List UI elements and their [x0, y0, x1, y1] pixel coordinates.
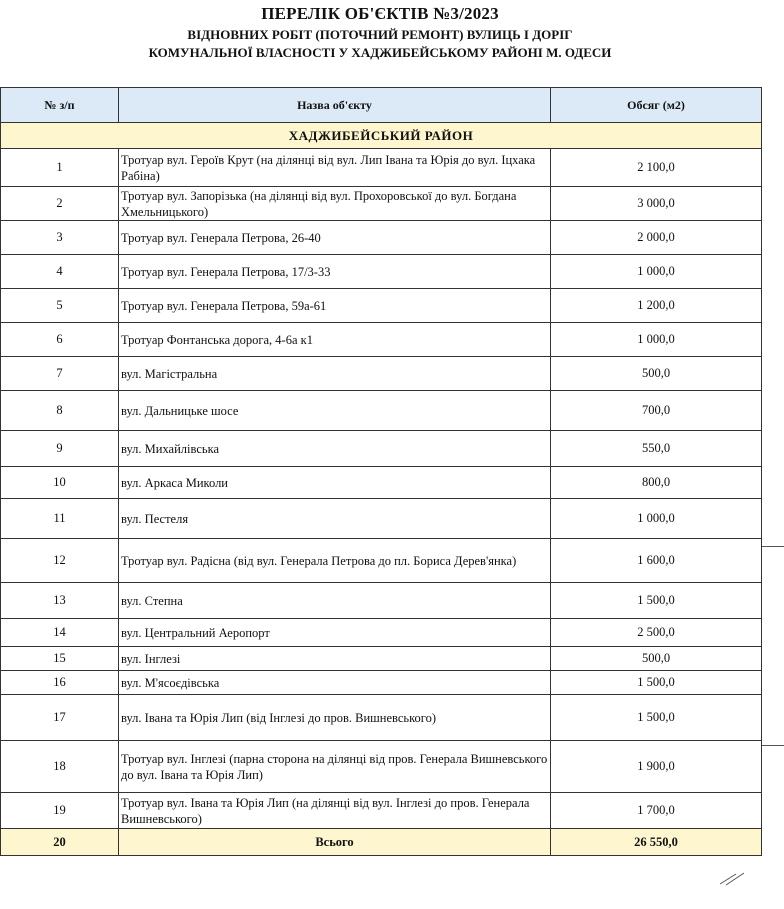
row-number: 8: [1, 391, 119, 431]
table-row: [1, 793, 762, 829]
row-object-name: вул. М'ясоєдівська: [119, 671, 551, 695]
row-object-name: вул. Інглезі: [119, 647, 551, 671]
handwritten-mark: [718, 870, 748, 886]
row-volume: 1 700,0: [551, 793, 762, 829]
row-number: 6: [1, 323, 119, 357]
row-volume: 1 500,0: [551, 583, 762, 619]
column-header-name: Назва об'єкту: [119, 88, 551, 123]
table-row: [1, 671, 762, 695]
row-object-name: вул. Аркаса Миколи: [119, 467, 551, 499]
row-object-name: вул. Пестеля: [119, 499, 551, 539]
row-volume: 500,0: [551, 357, 762, 391]
row-number: 3: [1, 221, 119, 255]
row-volume: 2 000,0: [551, 221, 762, 255]
table-row: [1, 391, 762, 431]
row-number: 2: [1, 187, 119, 221]
column-header-number: № з/п: [1, 88, 119, 123]
row-object-name: вул. Івана та Юрія Лип (від Інглезі до пров. Вишневського): [119, 695, 551, 741]
row-number: 12: [1, 539, 119, 583]
row-number: 7: [1, 357, 119, 391]
row-volume: 1 200,0: [551, 289, 762, 323]
table-row: [1, 539, 762, 583]
row-volume: 1 000,0: [551, 255, 762, 289]
table-row: [1, 741, 762, 793]
row-object-name: Тротуар вул. Інглезі (парна сторона на ділянці від пров. Генерала Вишневського до вул. Івана та Юрія Лип): [119, 741, 551, 793]
row-number: 14: [1, 619, 119, 647]
row-volume: 500,0: [551, 647, 762, 671]
table-header-row: [1, 88, 762, 123]
row-object-name: вул. Степна: [119, 583, 551, 619]
row-volume: 2 500,0: [551, 619, 762, 647]
row-number: 5: [1, 289, 119, 323]
table-row: [1, 221, 762, 255]
row-volume: 1 000,0: [551, 323, 762, 357]
table-row: [1, 499, 762, 539]
row-number: 1: [1, 149, 119, 187]
row-object-name: Тротуар вул. Генерала Петрова, 59а-61: [119, 289, 551, 323]
row-object-name: Тротуар вул. Запорізька (на ділянці від вул. Прохоровської до вул. Богдана Хмельницького): [119, 187, 551, 221]
row-number: 9: [1, 431, 119, 467]
row-object-name: вул. Центральний Аеропорт: [119, 619, 551, 647]
document-subtitle-line1: ВІДНОВНИХ РОБІТ (ПОТОЧНИЙ РЕМОНТ) ВУЛИЦЬ І ДОРІГ: [187, 27, 573, 42]
row-object-name: Тротуар вул. Івана та Юрія Лип (на ділянці від вул. Інглезі до пров. Генерала Вишневського): [119, 793, 551, 829]
row-number: 4: [1, 255, 119, 289]
total-number: 20: [1, 829, 119, 856]
table-row: [1, 255, 762, 289]
row-number: 17: [1, 695, 119, 741]
row-object-name: вул. Магістральна: [119, 357, 551, 391]
total-volume: 26 550,0: [551, 829, 762, 856]
row-number: 18: [1, 741, 119, 793]
document-title: ПЕРЕЛІК ОБ'ЄКТІВ №3/2023: [261, 4, 499, 23]
row-volume: 550,0: [551, 431, 762, 467]
table-row: [1, 695, 762, 741]
table-row: [1, 149, 762, 187]
row-volume: 1 900,0: [551, 741, 762, 793]
row-separator-mark: [762, 745, 784, 746]
row-volume: 1 600,0: [551, 539, 762, 583]
row-volume: 700,0: [551, 391, 762, 431]
row-number: 10: [1, 467, 119, 499]
total-row: [1, 829, 762, 856]
district-row: [1, 123, 762, 149]
row-object-name: вул. Михайлівська: [119, 431, 551, 467]
row-number: 19: [1, 793, 119, 829]
table-row: [1, 467, 762, 499]
table-row: [1, 187, 762, 221]
row-object-name: Тротуар вул. Героїв Крут (на ділянці від вул. Лип Івана та Юрія до вул. Іцхака Рабіна): [119, 149, 551, 187]
table-row: [1, 323, 762, 357]
total-label: Всього: [119, 829, 551, 856]
row-number: 13: [1, 583, 119, 619]
district-name: ХАДЖИБЕЙСЬКИЙ РАЙОН: [1, 123, 762, 149]
row-number: 15: [1, 647, 119, 671]
row-object-name: Тротуар вул. Генерала Петрова, 17/3-33: [119, 255, 551, 289]
objects-table: [0, 87, 762, 856]
table-row: [1, 431, 762, 467]
row-separator-mark: [762, 546, 784, 547]
row-object-name: Тротуар вул. Генерала Петрова, 26-40: [119, 221, 551, 255]
row-object-name: вул. Дальницьке шосе: [119, 391, 551, 431]
row-volume: 1 000,0: [551, 499, 762, 539]
table-row: [1, 619, 762, 647]
table-row: [1, 583, 762, 619]
row-volume: 1 500,0: [551, 671, 762, 695]
row-number: 11: [1, 499, 119, 539]
row-object-name: Тротуар вул. Радісна (від вул. Генерала Петрова до пл. Бориса Дерев'янка): [119, 539, 551, 583]
document-subtitle-line2: КОМУНАЛЬНОЇ ВЛАСНОСТІ У ХАДЖИБЕЙСЬКОМУ РАЙОНІ М. ОДЕСИ: [148, 45, 612, 60]
table-row: [1, 289, 762, 323]
table-row: [1, 647, 762, 671]
row-object-name: Тротуар Фонтанська дорога, 4-6а к1: [119, 323, 551, 357]
row-number: 16: [1, 671, 119, 695]
row-volume: 3 000,0: [551, 187, 762, 221]
column-header-volume: Обсяг (м2): [551, 88, 762, 123]
row-volume: 1 500,0: [551, 695, 762, 741]
row-volume: 2 100,0: [551, 149, 762, 187]
row-volume: 800,0: [551, 467, 762, 499]
table-row: [1, 357, 762, 391]
